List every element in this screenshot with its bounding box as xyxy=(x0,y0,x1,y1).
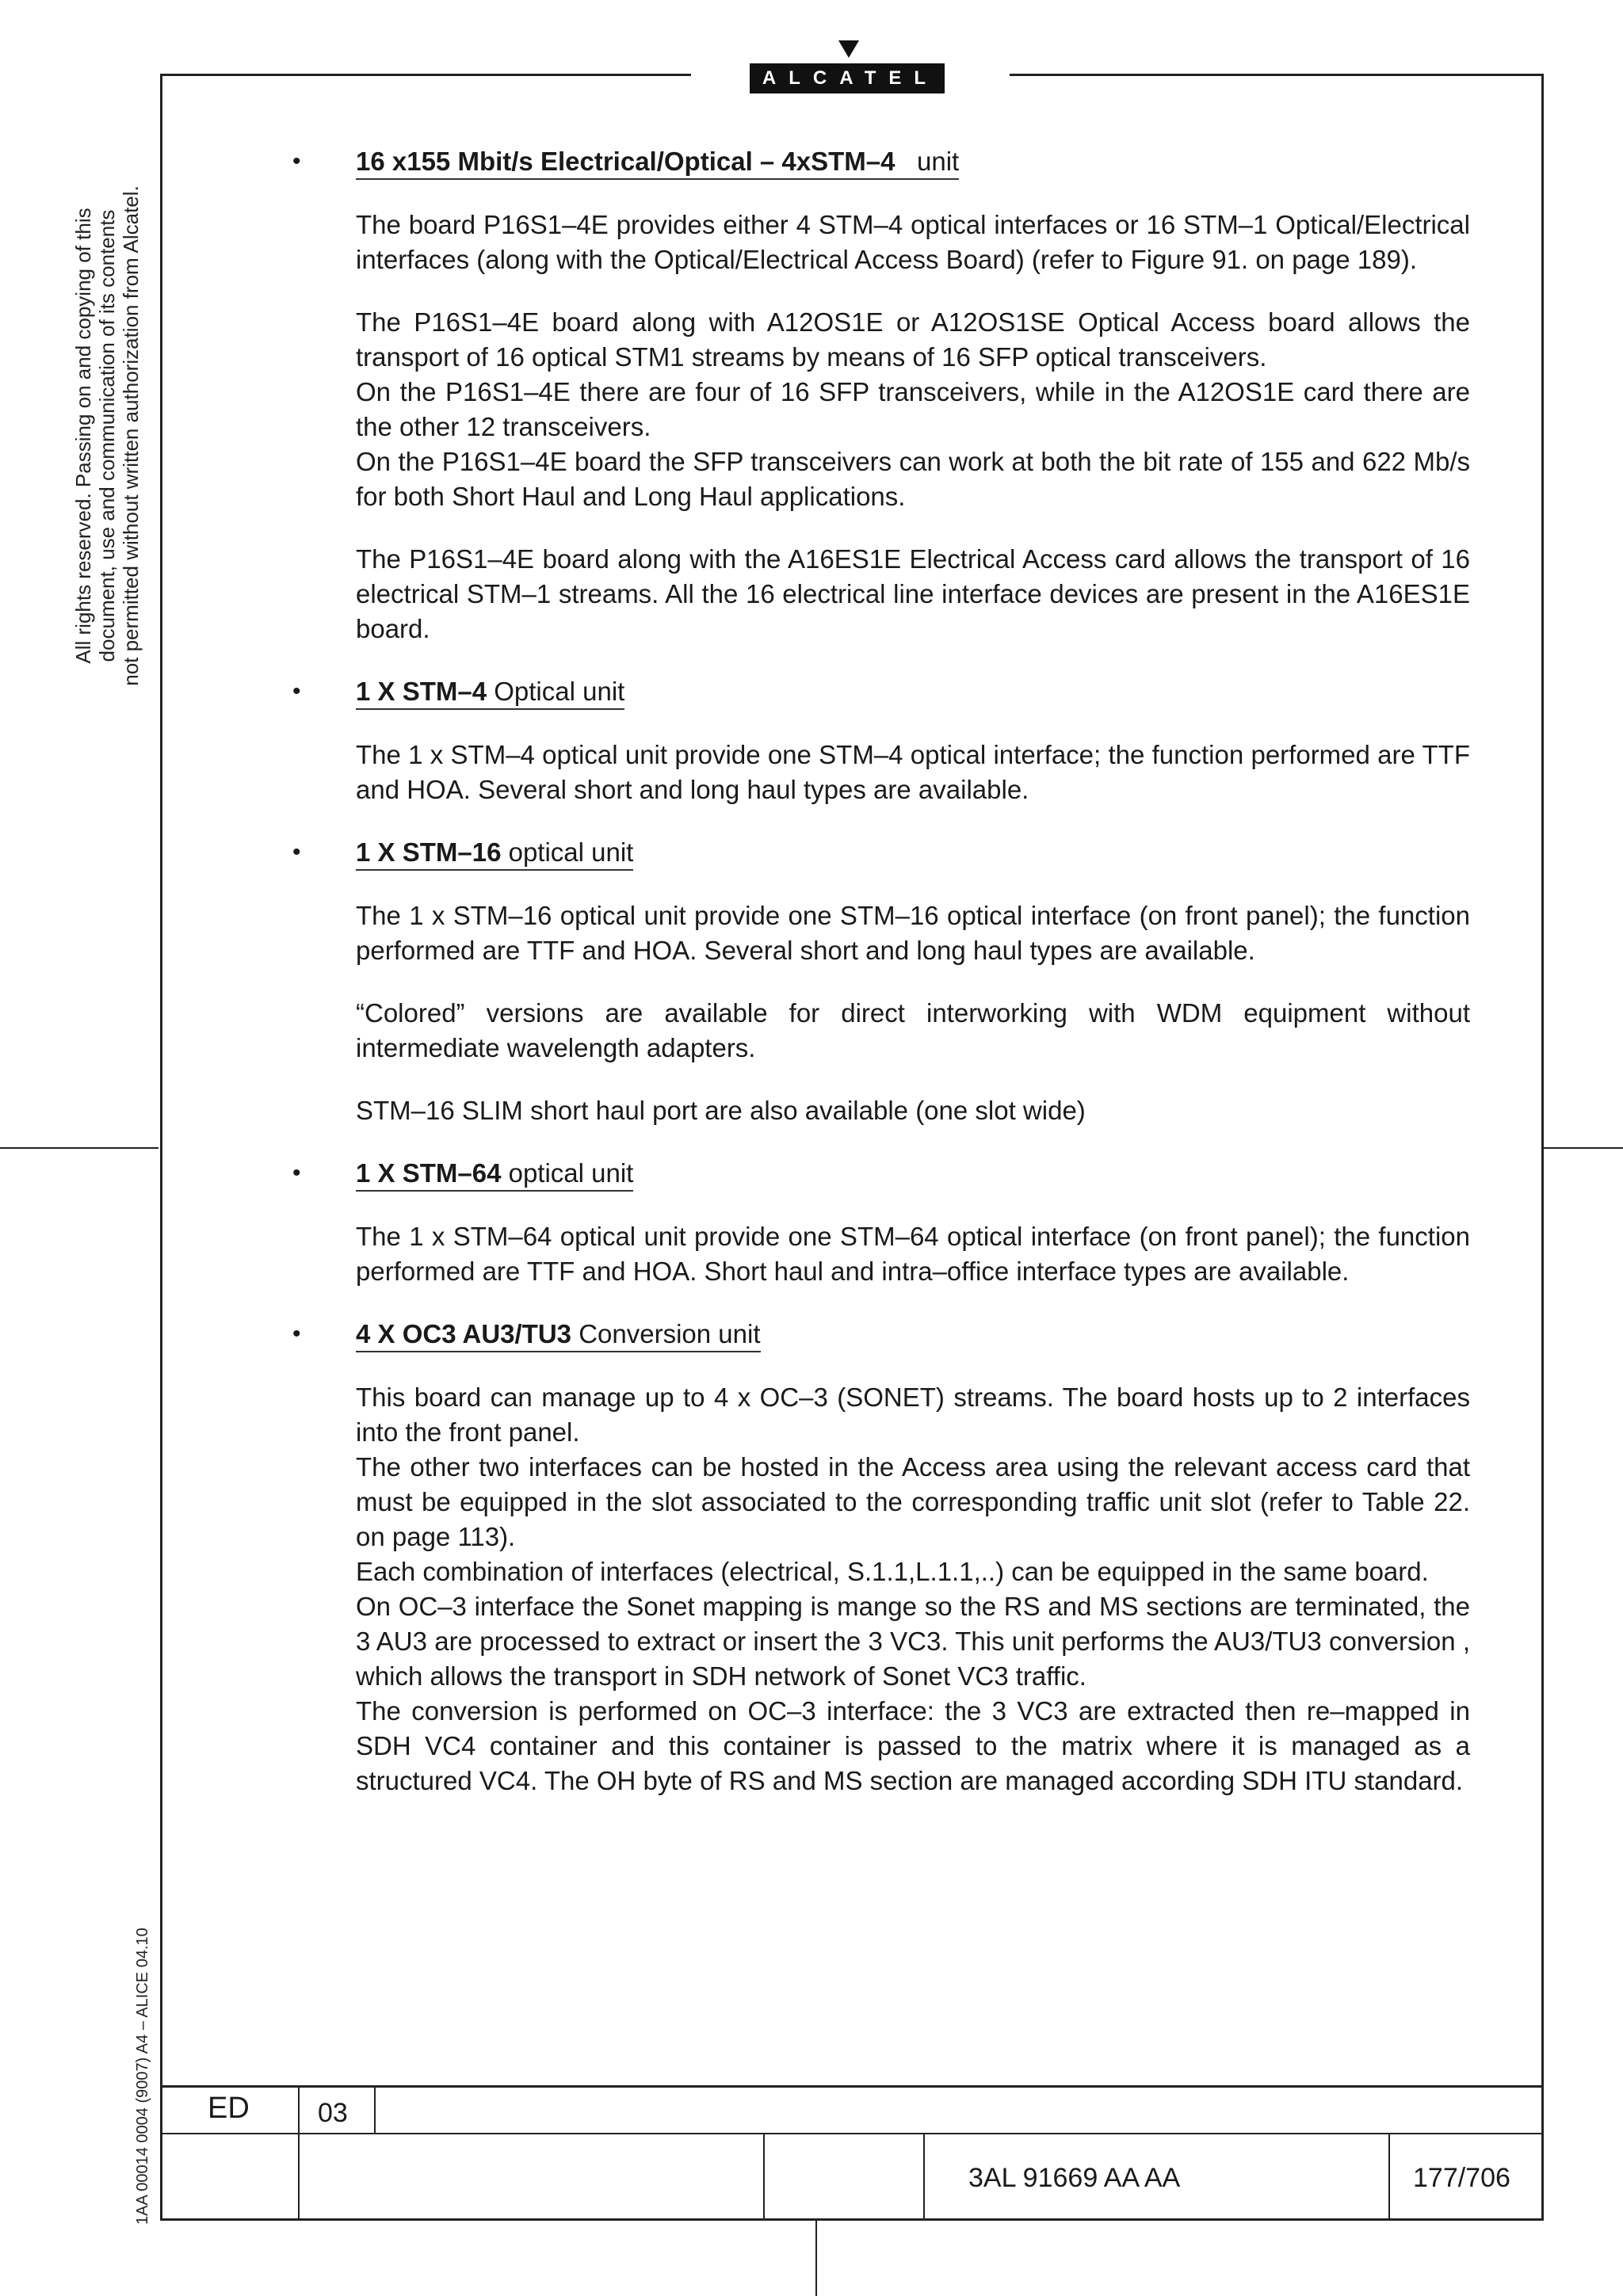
section-heading-bold: 1 X STM–16 xyxy=(356,837,502,867)
paragraph: The board P16S1–4E provides either 4 STM–4 optical interfaces or 16 STM–1 Optical/Electrical interfaces (along with the Optical/Electrical Access Board) (refer to Figure 91. on page 189). xyxy=(356,210,1470,274)
paragraph: The 1 x STM–64 optical unit provide one STM–64 optical interface (on front panel); the function performed are TTF and HOA. Short haul and intra–office interface types are available. xyxy=(356,1222,1470,1286)
bullet-icon: • xyxy=(292,839,301,865)
bullet-icon: • xyxy=(292,678,301,704)
bullet-icon: • xyxy=(292,148,301,174)
section-heading-bold: 1 X STM–4 xyxy=(356,677,487,706)
main-content xyxy=(292,144,1470,1826)
footer-col-4 xyxy=(1388,2133,1390,2220)
frame-left xyxy=(160,74,162,2221)
section xyxy=(292,1156,1470,1289)
footer-page-number: 177/706 xyxy=(1413,2163,1510,2193)
form-code: 1AA 00014 0004 (9007) A4 – ALICE 04.10 xyxy=(134,1928,151,2225)
section-heading xyxy=(356,1158,633,1192)
frame-top-left xyxy=(160,74,691,76)
paragraph: The P16S1–4E board along with the A16ES1E Electrical Access card allows the transport of 16 electrical STM–1 streams. All the 16 electrical line interface devices are present in the A16ES1E board. xyxy=(356,544,1470,643)
frame-top-right xyxy=(1010,74,1544,76)
fold-mark-right xyxy=(1544,1147,1623,1149)
footer-col-rev xyxy=(374,2085,376,2133)
footer-table-top xyxy=(160,2085,1544,2088)
section-heading-rest: Conversion unit xyxy=(571,1319,761,1348)
section-heading xyxy=(356,1318,761,1352)
section-heading-rest: optical unit xyxy=(501,1158,634,1188)
section xyxy=(292,1317,1470,1798)
section-heading-bold: 4 X OC3 AU3/TU3 xyxy=(356,1319,572,1348)
section-heading xyxy=(356,837,633,871)
section xyxy=(292,674,1470,807)
fold-mark-left xyxy=(0,1147,158,1149)
bullet-icon: • xyxy=(292,1160,301,1186)
section-heading xyxy=(356,676,624,710)
footer-col-2 xyxy=(763,2133,765,2220)
copyright-line-2: document, use and communication of its contents xyxy=(95,209,119,662)
section-heading-bold: 1 X STM–64 xyxy=(356,1158,502,1188)
paragraph: The 1 x STM–4 optical unit provide one STM–4 optical interface; the function performed are TTF and HOA. Several short and long haul types are available. xyxy=(356,740,1470,804)
section xyxy=(292,144,1470,646)
copyright-notice xyxy=(71,79,143,792)
fold-mark-bottom xyxy=(815,2221,817,2296)
paragraph: The 1 x STM–16 optical unit provide one STM–16 optical interface (on front panel); the function performed are TTF and HOA. Several short and long haul types are available. xyxy=(356,901,1470,965)
section-heading-rest: optical unit xyxy=(501,837,634,867)
bullet-icon: • xyxy=(292,1321,301,1347)
copyright-line-3: not permitted without written authorization from Alcatel. xyxy=(119,185,143,686)
paragraph: STM–16 SLIM short haul port are also available (one slot wide) xyxy=(356,1096,1086,1125)
alcatel-logo: ALCATEL xyxy=(750,63,945,93)
paragraph: This board can manage up to 4 x OC–3 (SONET) streams. The board hosts up to 2 interfaces into the front panel. The other two interfaces can be hosted in the Access area using the relevant access card that must be equipped in the slot associated to the corresponding traffic unit slot (refer to Table 22. on page 113). Each combination of interfaces (electrical, S.1.1,L.1.1,..) can be equipped in the same board. On OC–3 interface the Sonet mapping is mange so the RS and MS sections are terminated, the 3 AU3 are processed to extract or insert the 3 VC3. This unit performs the AU3/TU3 conversion , which allows the transport in SDH network of Sonet VC3 traffic. The conversion is performed on OC–3 interface: the 3 VC3 are extracted then re–mapped in SDH VC4 container and this container is passed to the matrix where it is managed as a structured VC4. The OH byte of RS and MS section are managed according SDH ITU standard. xyxy=(356,1383,1470,1795)
frame-bottom xyxy=(160,2218,1544,2221)
footer-document-code: 3AL 91669 AA AA xyxy=(968,2163,1181,2193)
section-heading-rest: Optical unit xyxy=(487,677,625,706)
footer-col-1 xyxy=(298,2085,300,2220)
paragraph: “Colored” versions are available for direct interworking with WDM equipment without intermediate wavelength adapters. xyxy=(356,998,1470,1062)
paragraph: The P16S1–4E board along with A12OS1E or A12OS1SE Optical Access board allows the transport of 16 optical STM1 streams by means of 16 SFP optical transceivers. On the P16S1–4E there are four of 16 SFP transceivers, while in the A12OS1E card there are the other 12 transceivers. On the P16S1–4E board the SFP transceivers can work at both the bit rate of 155 and 622 Mb/s for both Short Haul and Long Haul applications. xyxy=(356,307,1470,511)
footer-table-mid xyxy=(160,2133,1544,2134)
copyright-line-1: All rights reserved. Passing on and copying of this xyxy=(71,208,95,664)
section-heading xyxy=(356,146,959,180)
section-heading-bold: 16 x155 Mbit/s Electrical/Optical – 4xSTM–4 xyxy=(356,147,896,176)
footer-ed-label: ED xyxy=(208,2092,250,2125)
logo-triangle-icon xyxy=(838,40,859,58)
section-heading-rest: unit xyxy=(895,147,960,176)
footer-col-3 xyxy=(923,2133,925,2220)
footer-revision: 03 xyxy=(318,2098,348,2128)
section xyxy=(292,835,1470,1128)
